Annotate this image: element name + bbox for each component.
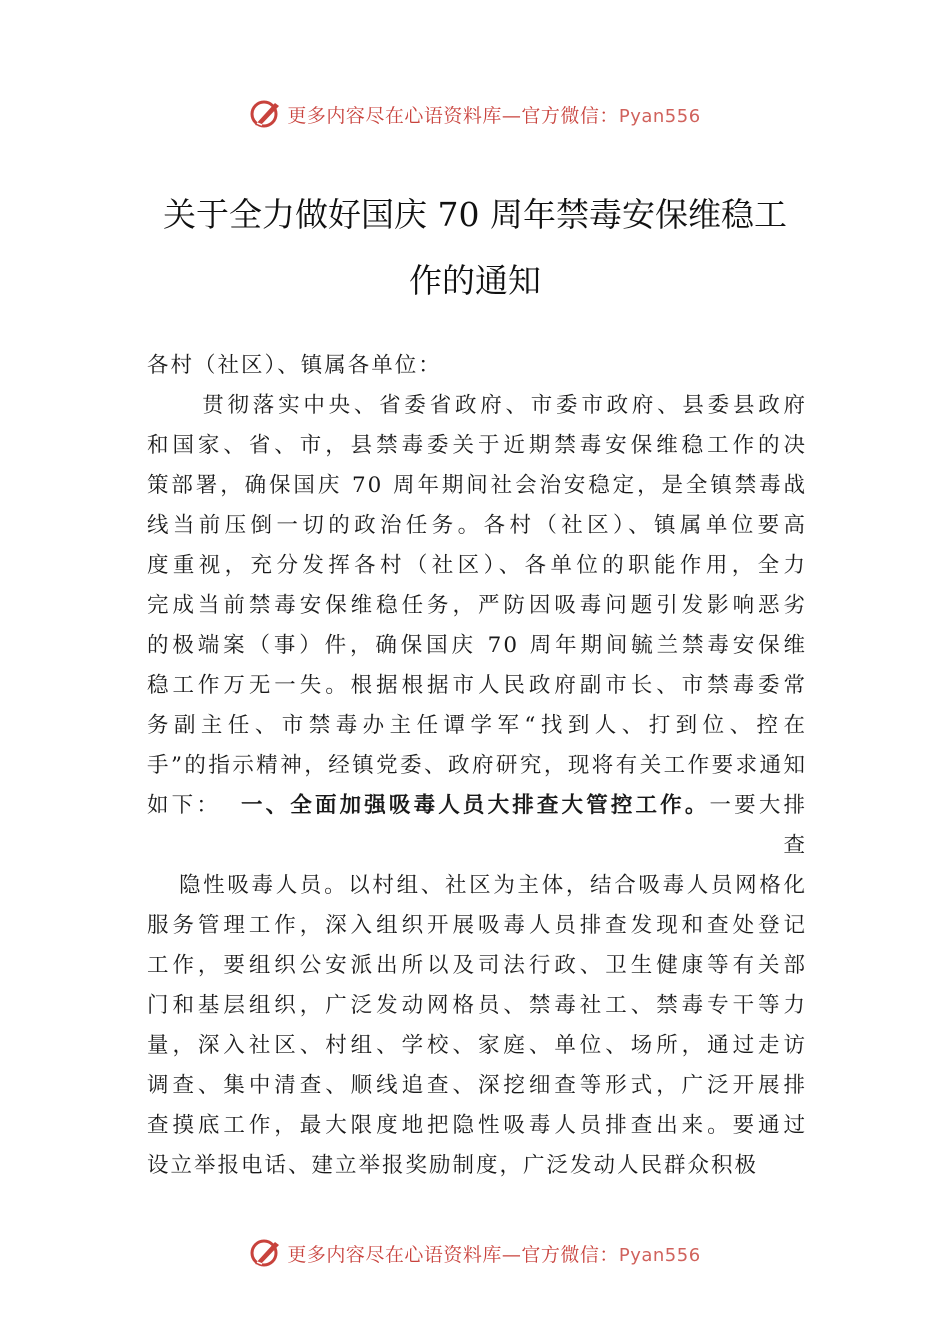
quill-pen-logo-icon: [249, 1236, 283, 1270]
line-prefix: 如下：: [147, 793, 221, 818]
quill-pen-logo-icon: [249, 97, 283, 131]
paragraph-line: 门和基层组织，广泛发动网格员、禁毒社工、禁毒专干等力: [147, 993, 807, 1018]
paragraph-line: 量，深入社区、村组、学校、家庭、单位、场所，通过走访: [147, 1033, 807, 1058]
paragraph-line: 策部署，确保国庆 70 周年期间社会治安稳定，是全镇禁毒战: [147, 473, 807, 498]
paragraph-line: 手”的指示精神，经镇党委、政府研究，现将有关工作要求通知: [147, 753, 807, 778]
paragraph-line: 务副主任、市禁毒办主任谭学军“找到人、打到位、控在: [147, 713, 807, 738]
paragraph-line: 的极端案（事）件，确保国庆 70 周年期间毓兰禁毒安保维: [147, 633, 807, 658]
header-watermark: [0, 94, 950, 134]
watermark-text: 更多内容尽在心语资料库—官方微信：: [287, 104, 619, 127]
wechat-id: Pyan556: [618, 105, 701, 127]
paragraph-line: 贯彻落实中央、省委省政府、市委市政府、县委县政府: [177, 393, 807, 418]
paragraph-line: 度重视，充分发挥各村（社区）、各单位的职能作用，全力: [147, 553, 807, 578]
paragraph-line: 查摸底工作，最大限度地把隐性吸毒人员排查出来。要通过: [147, 1113, 807, 1138]
document-body: [147, 346, 807, 1186]
title-line-1: 关于全力做好国庆 70 周年禁毒安保维稳工: [163, 195, 787, 234]
title-line-2: 作的通知: [409, 261, 541, 300]
paragraph-line: 工作，要组织公安派出所以及司法行政、卫生健康等有关部: [147, 953, 807, 978]
section-heading-line: [147, 786, 807, 826]
paragraph-line: 线当前压倒一切的政治任务。各村（社区）、镇属单位要高: [147, 513, 807, 538]
paragraph-line: 隐性吸毒人员。以村组、社区为主体，结合吸毒人员网格化: [179, 873, 807, 898]
paragraph-line: 调查、集中清查、顺线追查、深挖细查等形式，广泛开展排: [147, 1073, 807, 1098]
watermark-text: 更多内容尽在心语资料库—官方微信：: [287, 1243, 619, 1266]
section-heading: 一、全面加强吸毒人员大排查大管控工作。: [240, 793, 710, 818]
section-tail-wrap: 查: [783, 833, 807, 858]
paragraph-line: 稳工作万无一失。根据根据市人民政府副市长、市禁毒委常: [147, 673, 807, 698]
paragraph-line: 完成当前禁毒安保维稳任务，严防因吸毒问题引发影响恶劣: [147, 593, 807, 618]
footer-watermark: [0, 1233, 950, 1273]
section-tail: 一要大排: [709, 793, 807, 818]
last-line: 设立举报电话、建立举报奖励制度，广泛发动人民群众积极: [147, 1153, 759, 1178]
wechat-id: Pyan556: [618, 1244, 701, 1266]
salutation: 各村（社区）、镇属各单位：: [147, 353, 442, 378]
paragraph-line: 和国家、省、市，县禁毒委关于近期禁毒安保维稳工作的决: [147, 433, 807, 458]
paragraph-line: 服务管理工作，深入组织开展吸毒人员排查发现和查处登记: [147, 913, 807, 938]
document-title: [120, 182, 830, 314]
